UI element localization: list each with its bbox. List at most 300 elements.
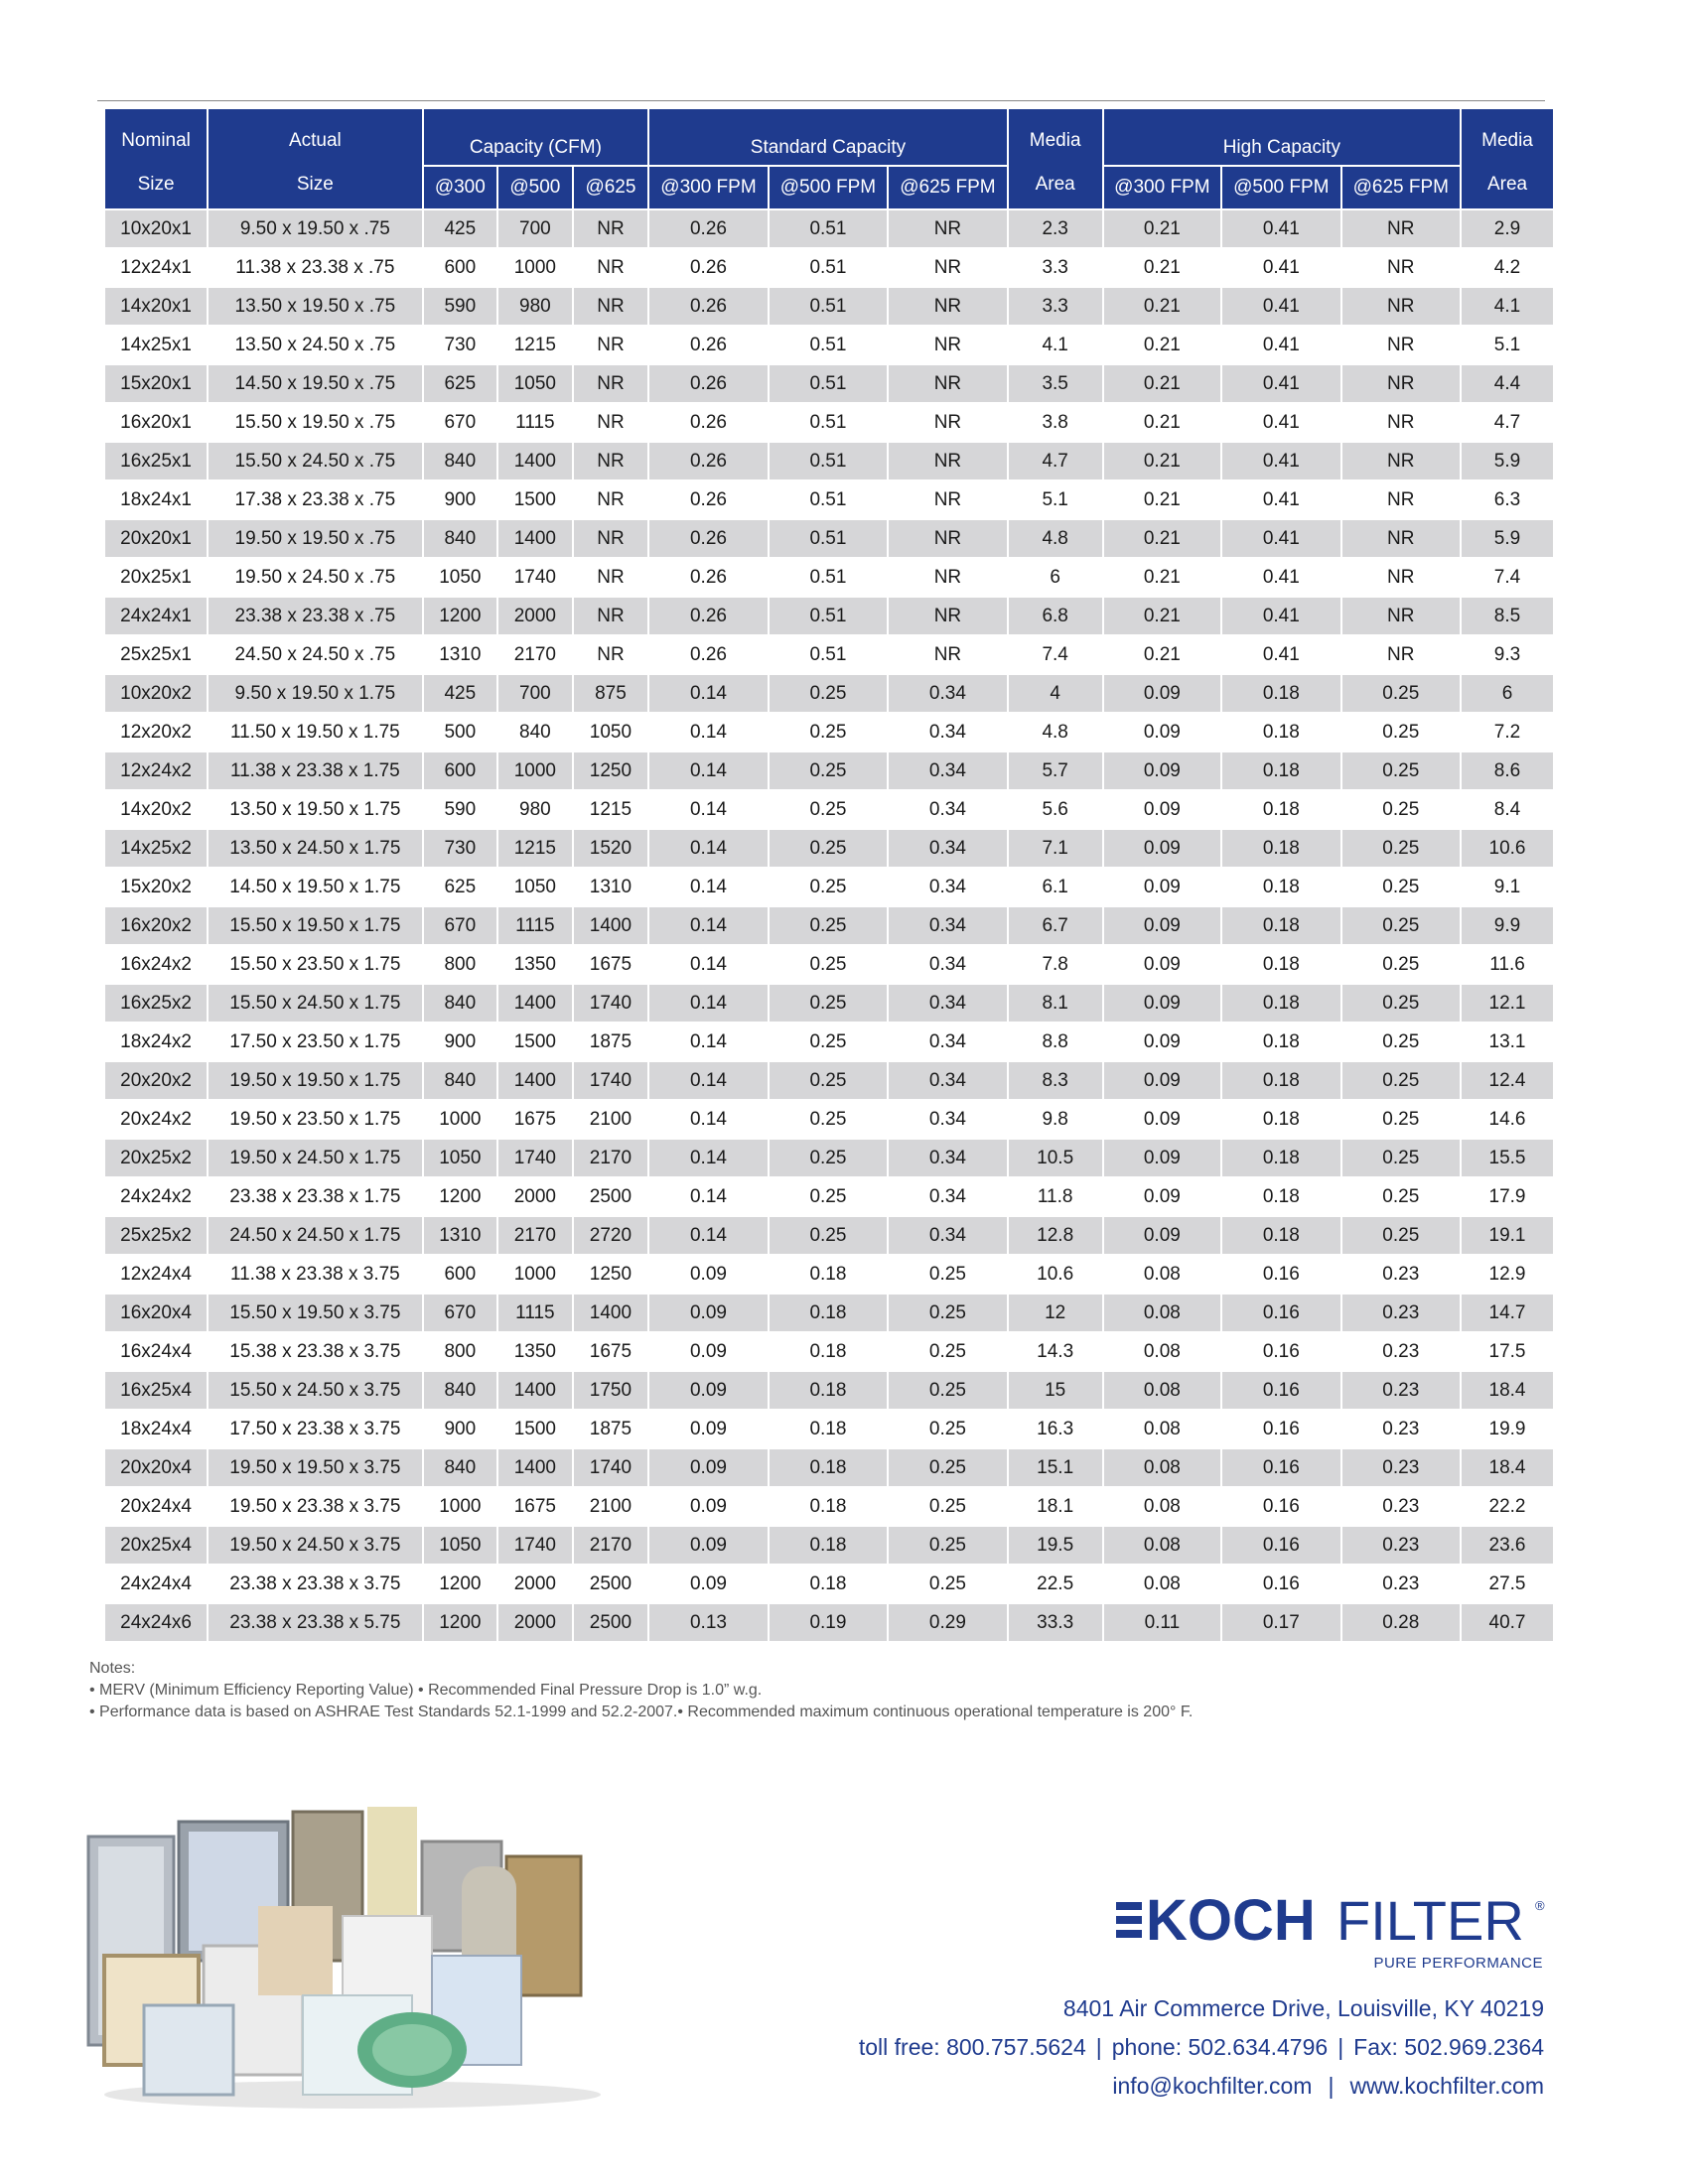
table-cell: 0.26 [648, 403, 768, 442]
table-cell: 16x20x1 [104, 403, 208, 442]
table-cell: 0.25 [769, 1216, 888, 1255]
table-cell: 0.08 [1103, 1448, 1221, 1487]
table-cell: 1400 [497, 442, 573, 480]
table-cell: 1500 [497, 480, 573, 519]
table-cell: 0.26 [648, 326, 768, 364]
table-cell: 0.41 [1221, 364, 1340, 403]
table-cell: 0.41 [1221, 403, 1340, 442]
table-cell: 17.5 [1461, 1332, 1554, 1371]
table-cell: 0.16 [1221, 1487, 1340, 1526]
table-cell: 5.7 [1008, 751, 1103, 790]
table-cell: 19.9 [1461, 1410, 1554, 1448]
table-cell: 0.18 [1221, 1023, 1340, 1061]
table-cell: 0.25 [888, 1332, 1008, 1371]
notes [89, 1658, 1193, 1723]
table-cell: 1200 [423, 1177, 498, 1216]
table-cell: 1750 [573, 1371, 649, 1410]
table-cell: 6 [1008, 558, 1103, 597]
table-cell: 1115 [497, 906, 573, 945]
table-cell: 23.38 x 23.38 x .75 [208, 597, 422, 635]
table-cell: 6.1 [1008, 868, 1103, 906]
table-cell: 0.34 [888, 751, 1008, 790]
table-cell: 1000 [423, 1487, 498, 1526]
table-cell: 14.7 [1461, 1294, 1554, 1332]
table-cell: 0.14 [648, 906, 768, 945]
table-cell: 0.25 [1341, 829, 1461, 868]
table-cell: 2500 [573, 1565, 649, 1603]
top-rule [97, 100, 1545, 101]
table-cell: 1310 [573, 868, 649, 906]
table-row [104, 790, 1554, 829]
table-cell: 1000 [497, 751, 573, 790]
table-cell: 12x20x2 [104, 713, 208, 751]
table-cell: 0.18 [1221, 868, 1340, 906]
table-cell: 4.8 [1008, 713, 1103, 751]
table-row [104, 829, 1554, 868]
table-cell: 1050 [497, 868, 573, 906]
table-cell: 24.50 x 24.50 x .75 [208, 635, 422, 674]
table-cell: 0.51 [769, 635, 888, 674]
table-cell: 15.50 x 24.50 x .75 [208, 442, 422, 480]
table-cell: 625 [423, 364, 498, 403]
table-cell: 0.51 [769, 364, 888, 403]
header-capacity-300: @300 [423, 166, 498, 209]
table-cell: 0.23 [1341, 1371, 1461, 1410]
table-cell: 10x20x1 [104, 209, 208, 248]
table-cell: 0.16 [1221, 1294, 1340, 1332]
table-cell: 900 [423, 1023, 498, 1061]
table-cell: 0.17 [1221, 1603, 1340, 1642]
table-cell: 0.26 [648, 442, 768, 480]
table-cell: 0.25 [1341, 906, 1461, 945]
table-cell: 13.50 x 19.50 x 1.75 [208, 790, 422, 829]
table-cell: 12.8 [1008, 1216, 1103, 1255]
table-cell: 9.50 x 19.50 x .75 [208, 209, 422, 248]
table-cell: 0.29 [888, 1603, 1008, 1642]
table-cell: 0.23 [1341, 1332, 1461, 1371]
table-cell: 9.50 x 19.50 x 1.75 [208, 674, 422, 713]
header-media-area-high: Media Area [1461, 108, 1554, 209]
table-cell: 0.18 [1221, 751, 1340, 790]
table-cell: 0.09 [1103, 1139, 1221, 1177]
table-cell: 0.25 [1341, 1061, 1461, 1100]
table-cell: 0.14 [648, 713, 768, 751]
table-cell: 0.26 [648, 480, 768, 519]
table-cell: NR [573, 597, 649, 635]
table-cell: 0.18 [1221, 1177, 1340, 1216]
table-cell: 12x24x1 [104, 248, 208, 287]
table-cell: 0.25 [1341, 945, 1461, 984]
table-cell: 25x25x1 [104, 635, 208, 674]
table-cell: 20x24x4 [104, 1487, 208, 1526]
table-cell: 0.51 [769, 442, 888, 480]
table-cell: 0.34 [888, 1023, 1008, 1061]
table-cell: 8.8 [1008, 1023, 1103, 1061]
table-cell: 1050 [423, 1139, 498, 1177]
table-cell: 6 [1461, 674, 1554, 713]
table-cell: 0.14 [648, 1177, 768, 1216]
email-link[interactable]: info@kochfilter.com [1112, 2073, 1313, 2099]
table-cell: 14.6 [1461, 1100, 1554, 1139]
table-cell: 0.21 [1103, 558, 1221, 597]
table-cell: 0.25 [1341, 984, 1461, 1023]
table-cell: 0.18 [1221, 945, 1340, 984]
table-cell: 25x25x2 [104, 1216, 208, 1255]
table-cell: 600 [423, 248, 498, 287]
table-cell: 1400 [573, 906, 649, 945]
table-cell: 0.14 [648, 674, 768, 713]
table-row [104, 635, 1554, 674]
table-cell: 0.28 [1341, 1603, 1461, 1642]
table-cell: 0.09 [1103, 945, 1221, 984]
table-cell: 19.50 x 19.50 x 1.75 [208, 1061, 422, 1100]
table-cell: 1400 [497, 1448, 573, 1487]
table-cell: 0.09 [1103, 906, 1221, 945]
table-cell: 840 [423, 1371, 498, 1410]
table-cell: 1000 [423, 1100, 498, 1139]
table-cell: 0.18 [1221, 1100, 1340, 1139]
table-row [104, 1177, 1554, 1216]
table-cell: 2100 [573, 1487, 649, 1526]
table-row [104, 1410, 1554, 1448]
table-cell: 0.23 [1341, 1410, 1461, 1448]
header-standard-300: @300 FPM [648, 166, 768, 209]
table-cell: 1050 [573, 713, 649, 751]
website-link[interactable]: www.kochfilter.com [1349, 2073, 1544, 2099]
table-cell: NR [888, 209, 1008, 248]
table-cell: 0.09 [1103, 1023, 1221, 1061]
table-cell: 0.25 [888, 1410, 1008, 1448]
table-cell: 0.08 [1103, 1371, 1221, 1410]
table-cell: NR [888, 558, 1008, 597]
table-cell: 15.50 x 23.50 x 1.75 [208, 945, 422, 984]
header-media-area-standard: Media Area [1008, 108, 1103, 209]
table-cell: 600 [423, 1255, 498, 1294]
table-cell: 0.25 [769, 790, 888, 829]
table-cell: 0.09 [648, 1371, 768, 1410]
table-cell: 1200 [423, 1565, 498, 1603]
table-cell: 800 [423, 945, 498, 984]
table-row [104, 519, 1554, 558]
table-cell: 0.14 [648, 790, 768, 829]
table-cell: 1200 [423, 1603, 498, 1642]
header-nominal-size: Nominal Size [104, 108, 208, 209]
table-cell: 19.50 x 23.50 x 1.75 [208, 1100, 422, 1139]
table-cell: 0.14 [648, 1216, 768, 1255]
table-cell: 600 [423, 751, 498, 790]
table-cell: 18.4 [1461, 1448, 1554, 1487]
table-cell: 15.5 [1461, 1139, 1554, 1177]
table-cell: 0.25 [1341, 1177, 1461, 1216]
table-cell: 0.21 [1103, 442, 1221, 480]
table-cell: 20x20x1 [104, 519, 208, 558]
header-standard-625: @625 FPM [888, 166, 1008, 209]
table-cell: NR [573, 287, 649, 326]
table-cell: NR [573, 248, 649, 287]
table-cell: 24.50 x 24.50 x 1.75 [208, 1216, 422, 1255]
table-cell: 20x25x1 [104, 558, 208, 597]
table-cell: 33.3 [1008, 1603, 1103, 1642]
koch-filter-logo [1116, 1888, 1545, 1979]
table-cell: 900 [423, 480, 498, 519]
table-row [104, 364, 1554, 403]
table-cell: 0.18 [1221, 829, 1340, 868]
separator: | [1337, 2034, 1344, 2060]
table-cell: 7.4 [1008, 635, 1103, 674]
table-cell: 0.21 [1103, 364, 1221, 403]
table-cell: 1050 [423, 558, 498, 597]
table-cell: 0.18 [1221, 984, 1340, 1023]
table-cell: 3.3 [1008, 287, 1103, 326]
table-cell: 1740 [497, 1526, 573, 1565]
table-cell: 2170 [573, 1139, 649, 1177]
table-cell: NR [1341, 597, 1461, 635]
table-cell: 11.50 x 19.50 x 1.75 [208, 713, 422, 751]
header-capacity-625: @625 [573, 166, 649, 209]
table-cell: 0.25 [888, 1448, 1008, 1487]
table-row [104, 1255, 1554, 1294]
table-cell: 0.41 [1221, 480, 1340, 519]
table-row [104, 1100, 1554, 1139]
table-row [104, 1023, 1554, 1061]
table-cell: 0.41 [1221, 558, 1340, 597]
header-standard-500: @500 FPM [769, 166, 888, 209]
logo-tagline: PURE PERFORMANCE [1373, 1955, 1543, 1972]
table-cell: 2500 [573, 1603, 649, 1642]
table-cell: 840 [423, 1448, 498, 1487]
table-cell: 0.09 [648, 1526, 768, 1565]
table-cell: 7.2 [1461, 713, 1554, 751]
table-cell: 2000 [497, 1565, 573, 1603]
table-cell: 590 [423, 287, 498, 326]
table-cell: 4.2 [1461, 248, 1554, 287]
table-cell: 0.18 [1221, 790, 1340, 829]
table-cell: NR [888, 519, 1008, 558]
table-row [104, 403, 1554, 442]
registered-mark: ® [1535, 1898, 1545, 1913]
table-cell: 14x20x2 [104, 790, 208, 829]
table-cell: 0.09 [648, 1410, 768, 1448]
table-cell: 0.25 [769, 1177, 888, 1216]
table-cell: 840 [423, 442, 498, 480]
table-cell: 22.5 [1008, 1565, 1103, 1603]
table-cell: 0.25 [1341, 1100, 1461, 1139]
table-row [104, 751, 1554, 790]
header-capacity-500: @500 [497, 166, 573, 209]
table-cell: 0.09 [1103, 1216, 1221, 1255]
table-cell: 0.41 [1221, 209, 1340, 248]
table-cell: 15.50 x 19.50 x 1.75 [208, 906, 422, 945]
toll-free-number: toll free: 800.757.5624 [858, 2034, 1086, 2060]
table-row [104, 1139, 1554, 1177]
table-cell: 0.16 [1221, 1448, 1340, 1487]
table-cell: 1215 [497, 326, 573, 364]
table-row [104, 868, 1554, 906]
table-cell: 11.38 x 23.38 x 3.75 [208, 1255, 422, 1294]
table-row [104, 674, 1554, 713]
table-cell: 0.18 [1221, 1061, 1340, 1100]
table-cell: 16x20x4 [104, 1294, 208, 1332]
table-cell: 0.25 [769, 1023, 888, 1061]
table-cell: 12.9 [1461, 1255, 1554, 1294]
table-cell: 0.21 [1103, 519, 1221, 558]
table-cell: 0.16 [1221, 1565, 1340, 1603]
table-cell: 0.14 [648, 1100, 768, 1139]
table-cell: 0.09 [1103, 751, 1221, 790]
table-cell: 0.18 [769, 1565, 888, 1603]
table-cell: 12.4 [1461, 1061, 1554, 1100]
table-cell: 19.50 x 19.50 x 3.75 [208, 1448, 422, 1487]
table-cell: NR [573, 364, 649, 403]
table-cell: 0.09 [648, 1255, 768, 1294]
table-cell: 0.26 [648, 364, 768, 403]
table-cell: 840 [423, 1061, 498, 1100]
table-cell: NR [1341, 248, 1461, 287]
table-cell: 0.18 [769, 1448, 888, 1487]
table-cell: 16x25x1 [104, 442, 208, 480]
table-cell: 1215 [497, 829, 573, 868]
table-cell: 0.23 [1341, 1294, 1461, 1332]
table-cell: 19.5 [1008, 1526, 1103, 1565]
table-cell: 6.7 [1008, 906, 1103, 945]
table-cell: 0.09 [648, 1448, 768, 1487]
table-cell: 7.8 [1008, 945, 1103, 984]
table-cell: 0.26 [648, 287, 768, 326]
table-cell: 0.14 [648, 1061, 768, 1100]
table-cell: 9.8 [1008, 1100, 1103, 1139]
table-cell: 1875 [573, 1023, 649, 1061]
table-cell: 19.50 x 24.50 x 1.75 [208, 1139, 422, 1177]
table-body [104, 209, 1554, 1642]
table-cell: NR [573, 558, 649, 597]
table-cell: 0.21 [1103, 287, 1221, 326]
table-cell: 0.18 [1221, 713, 1340, 751]
table-cell: 0.25 [888, 1526, 1008, 1565]
table-cell: 17.9 [1461, 1177, 1554, 1216]
table-cell: 0.41 [1221, 326, 1340, 364]
table-row [104, 558, 1554, 597]
header-capacity-cfm: Capacity (CFM) [423, 108, 649, 166]
table-cell: 0.34 [888, 1139, 1008, 1177]
table-cell: 12.1 [1461, 984, 1554, 1023]
table-cell: 0.51 [769, 480, 888, 519]
table-row [104, 1603, 1554, 1642]
table-cell: NR [573, 480, 649, 519]
table-cell: 3.8 [1008, 403, 1103, 442]
table-cell: 1310 [423, 1216, 498, 1255]
table-cell: 16.3 [1008, 1410, 1103, 1448]
table-cell: 23.38 x 23.38 x 5.75 [208, 1603, 422, 1642]
table-cell: 15.50 x 19.50 x .75 [208, 403, 422, 442]
table-cell: 0.09 [1103, 674, 1221, 713]
table-cell: 11.38 x 23.38 x 1.75 [208, 751, 422, 790]
table-cell: NR [573, 519, 649, 558]
table-cell: NR [573, 326, 649, 364]
table-cell: 700 [497, 674, 573, 713]
table-cell: 0.51 [769, 326, 888, 364]
table-cell: 0.16 [1221, 1255, 1340, 1294]
table-cell: 0.25 [1341, 868, 1461, 906]
table-cell: 8.6 [1461, 751, 1554, 790]
table-cell: 0.25 [769, 829, 888, 868]
table-cell: 0.26 [648, 519, 768, 558]
table-cell: 0.25 [1341, 1023, 1461, 1061]
table-cell: 0.08 [1103, 1332, 1221, 1371]
table-cell: 23.38 x 23.38 x 3.75 [208, 1565, 422, 1603]
table-cell: 0.25 [888, 1294, 1008, 1332]
table-cell: 2.9 [1461, 209, 1554, 248]
table-cell: 23.38 x 23.38 x 1.75 [208, 1177, 422, 1216]
table-cell: 0.08 [1103, 1526, 1221, 1565]
table-cell: 0.34 [888, 984, 1008, 1023]
logo-bold-text: KOCH [1146, 1888, 1316, 1953]
table-cell: 1400 [497, 519, 573, 558]
table-cell: 13.1 [1461, 1023, 1554, 1061]
table-cell: 0.18 [769, 1526, 888, 1565]
table-cell: 0.09 [648, 1294, 768, 1332]
table-cell: 0.08 [1103, 1255, 1221, 1294]
table-cell: 0.26 [648, 597, 768, 635]
table-cell: 0.25 [769, 868, 888, 906]
table-cell: 840 [497, 713, 573, 751]
table-cell: 16x24x4 [104, 1332, 208, 1371]
table-cell: 0.25 [888, 1255, 1008, 1294]
table-cell: 19.50 x 24.50 x 3.75 [208, 1526, 422, 1565]
header-high-625: @625 FPM [1341, 166, 1461, 209]
table-cell: 0.25 [769, 1061, 888, 1100]
contact-web [1112, 2073, 1544, 2100]
table-cell: 4.7 [1461, 403, 1554, 442]
table-cell: 6.8 [1008, 597, 1103, 635]
table-row [104, 597, 1554, 635]
table-cell: NR [888, 403, 1008, 442]
table-cell: 500 [423, 713, 498, 751]
table-cell: 14.50 x 19.50 x .75 [208, 364, 422, 403]
table-cell: 1400 [573, 1294, 649, 1332]
table-cell: 0.25 [769, 1100, 888, 1139]
table-cell: 24x24x2 [104, 1177, 208, 1216]
table-cell: NR [888, 442, 1008, 480]
table-cell: 18x24x2 [104, 1023, 208, 1061]
table-cell: 0.21 [1103, 209, 1221, 248]
table-cell: NR [1341, 635, 1461, 674]
table-cell: 8.5 [1461, 597, 1554, 635]
header-high-capacity: High Capacity [1103, 108, 1461, 166]
table-cell: 1000 [497, 248, 573, 287]
table-row [104, 1526, 1554, 1565]
table-cell: 1115 [497, 1294, 573, 1332]
table-cell: 19.50 x 24.50 x .75 [208, 558, 422, 597]
table-cell: 625 [423, 868, 498, 906]
table-cell: 13.50 x 19.50 x .75 [208, 287, 422, 326]
table-cell: 5.6 [1008, 790, 1103, 829]
table-cell: 10.6 [1008, 1255, 1103, 1294]
table-cell: 14x25x1 [104, 326, 208, 364]
table-cell: 0.14 [648, 1139, 768, 1177]
table-cell: 0.14 [648, 945, 768, 984]
table-cell: 1050 [423, 1526, 498, 1565]
table-cell: 0.34 [888, 1216, 1008, 1255]
table-cell: 8.1 [1008, 984, 1103, 1023]
table-cell: 0.41 [1221, 248, 1340, 287]
table-cell: 2000 [497, 597, 573, 635]
table-cell: 1740 [497, 558, 573, 597]
table-cell: 14x25x2 [104, 829, 208, 868]
table-cell: 1400 [497, 1371, 573, 1410]
table-row [104, 1332, 1554, 1371]
table-cell: 24x24x1 [104, 597, 208, 635]
table-cell: 4.4 [1461, 364, 1554, 403]
